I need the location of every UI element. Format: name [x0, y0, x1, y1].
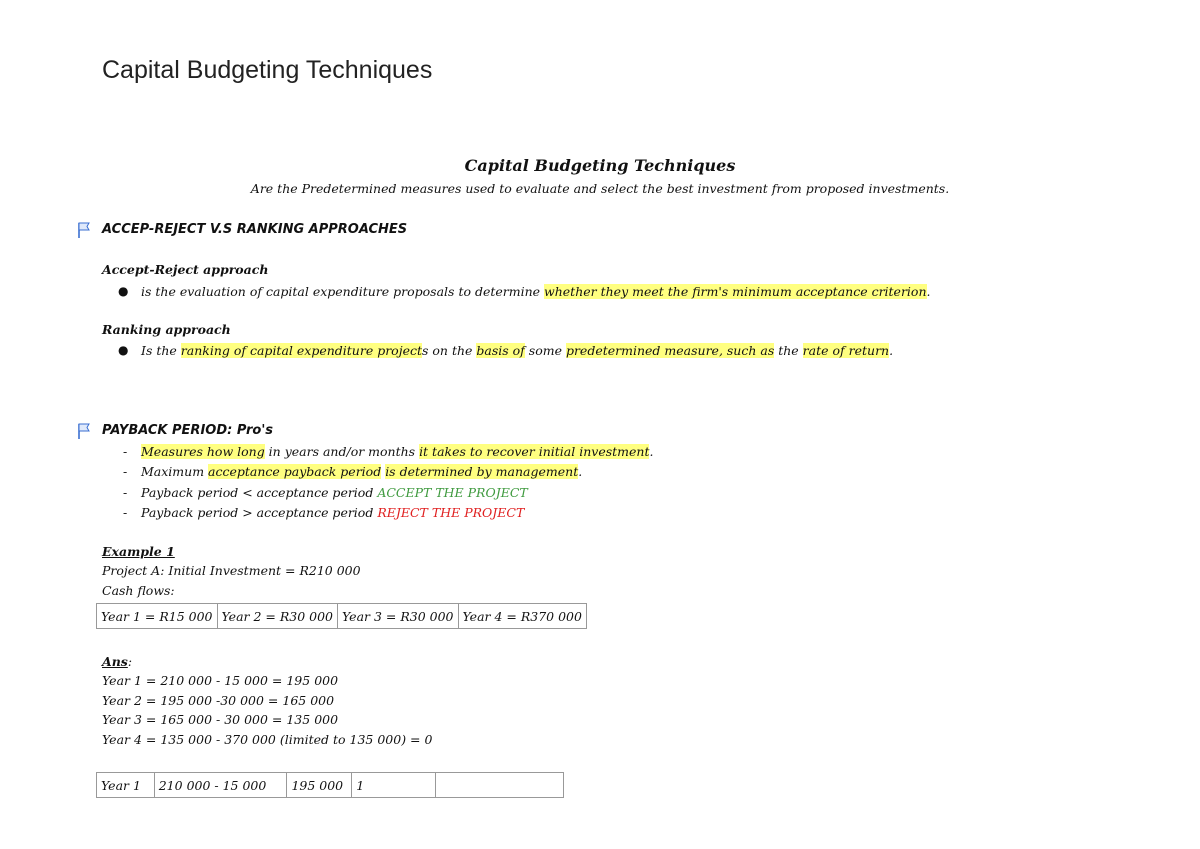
payback-item-4: Payback period > acceptance period REJECT THE PROJECT	[141, 505, 525, 520]
bullet-icon: ●	[118, 343, 129, 357]
cash-flows-table	[96, 603, 587, 629]
flag-icon	[77, 222, 91, 238]
document-title: Capital Budgeting Techniques	[464, 156, 736, 175]
accept-reject-title: Accept-Reject approach	[102, 262, 269, 277]
answer-line: Year 2 = 195 000 -30 000 = 165 000	[102, 693, 335, 708]
answer-label: Ans:	[102, 654, 133, 669]
table-cell: Year 3 = R30 000	[338, 604, 459, 629]
table-cell: 210 000 - 15 000	[154, 773, 287, 798]
page-title: Capital Budgeting Techniques	[102, 56, 433, 84]
table-cell: Year 2 = R30 000	[217, 604, 338, 629]
bullet-icon: ●	[118, 284, 129, 298]
accept-reject-definition: is the evaluation of capital expenditure proposals to determine whether they meet the firm's minimum acceptance criterion.	[141, 284, 931, 299]
answer-line: Year 4 = 135 000 - 370 000 (limited to 135 000) = 0	[102, 732, 433, 747]
section-heading-payback: PAYBACK PERIOD: Pro's	[102, 423, 274, 438]
flag-icon	[77, 423, 91, 439]
dash-marker: -	[123, 505, 128, 520]
table-cell	[436, 773, 564, 798]
payback-item-2: Maximum acceptance payback period is determined by management.	[141, 464, 583, 479]
dash-marker: -	[123, 485, 128, 500]
document-subtitle: Are the Predetermined measures used to evaluate and select the best investment from proposed investments.	[250, 181, 950, 196]
table-cell: 1	[352, 773, 436, 798]
table-cell: 195 000	[287, 773, 352, 798]
table-row	[97, 773, 564, 798]
ranking-definition: Is the ranking of capital expenditure projects on the basis of some predetermined measure, such as the rate of return.	[141, 343, 894, 358]
section-heading-approaches: ACCEP-REJECT V.S RANKING APPROACHES	[102, 222, 408, 237]
dash-marker: -	[123, 464, 128, 479]
example-title: Example 1	[102, 544, 175, 559]
payback-table	[96, 772, 564, 798]
table-row	[97, 604, 587, 629]
project-line: Project A: Initial Investment = R210 000	[102, 563, 361, 578]
payback-table-clip	[96, 772, 566, 799]
dash-marker: -	[123, 444, 128, 459]
ranking-title: Ranking approach	[102, 322, 231, 337]
answer-line: Year 3 = 165 000 - 30 000 = 135 000	[102, 712, 339, 727]
payback-item-1: Measures how long in years and/or months it takes to recover initial investment.	[141, 444, 654, 459]
payback-item-3: Payback period < acceptance period ACCEPT THE PROJECT	[141, 485, 528, 500]
table-cell: Year 1	[97, 773, 155, 798]
cash-flows-label: Cash flows:	[102, 583, 175, 598]
answer-line: Year 1 = 210 000 - 15 000 = 195 000	[102, 673, 339, 688]
table-cell: Year 4 = R370 000	[458, 604, 586, 629]
table-cell: Year 1 = R15 000	[97, 604, 218, 629]
